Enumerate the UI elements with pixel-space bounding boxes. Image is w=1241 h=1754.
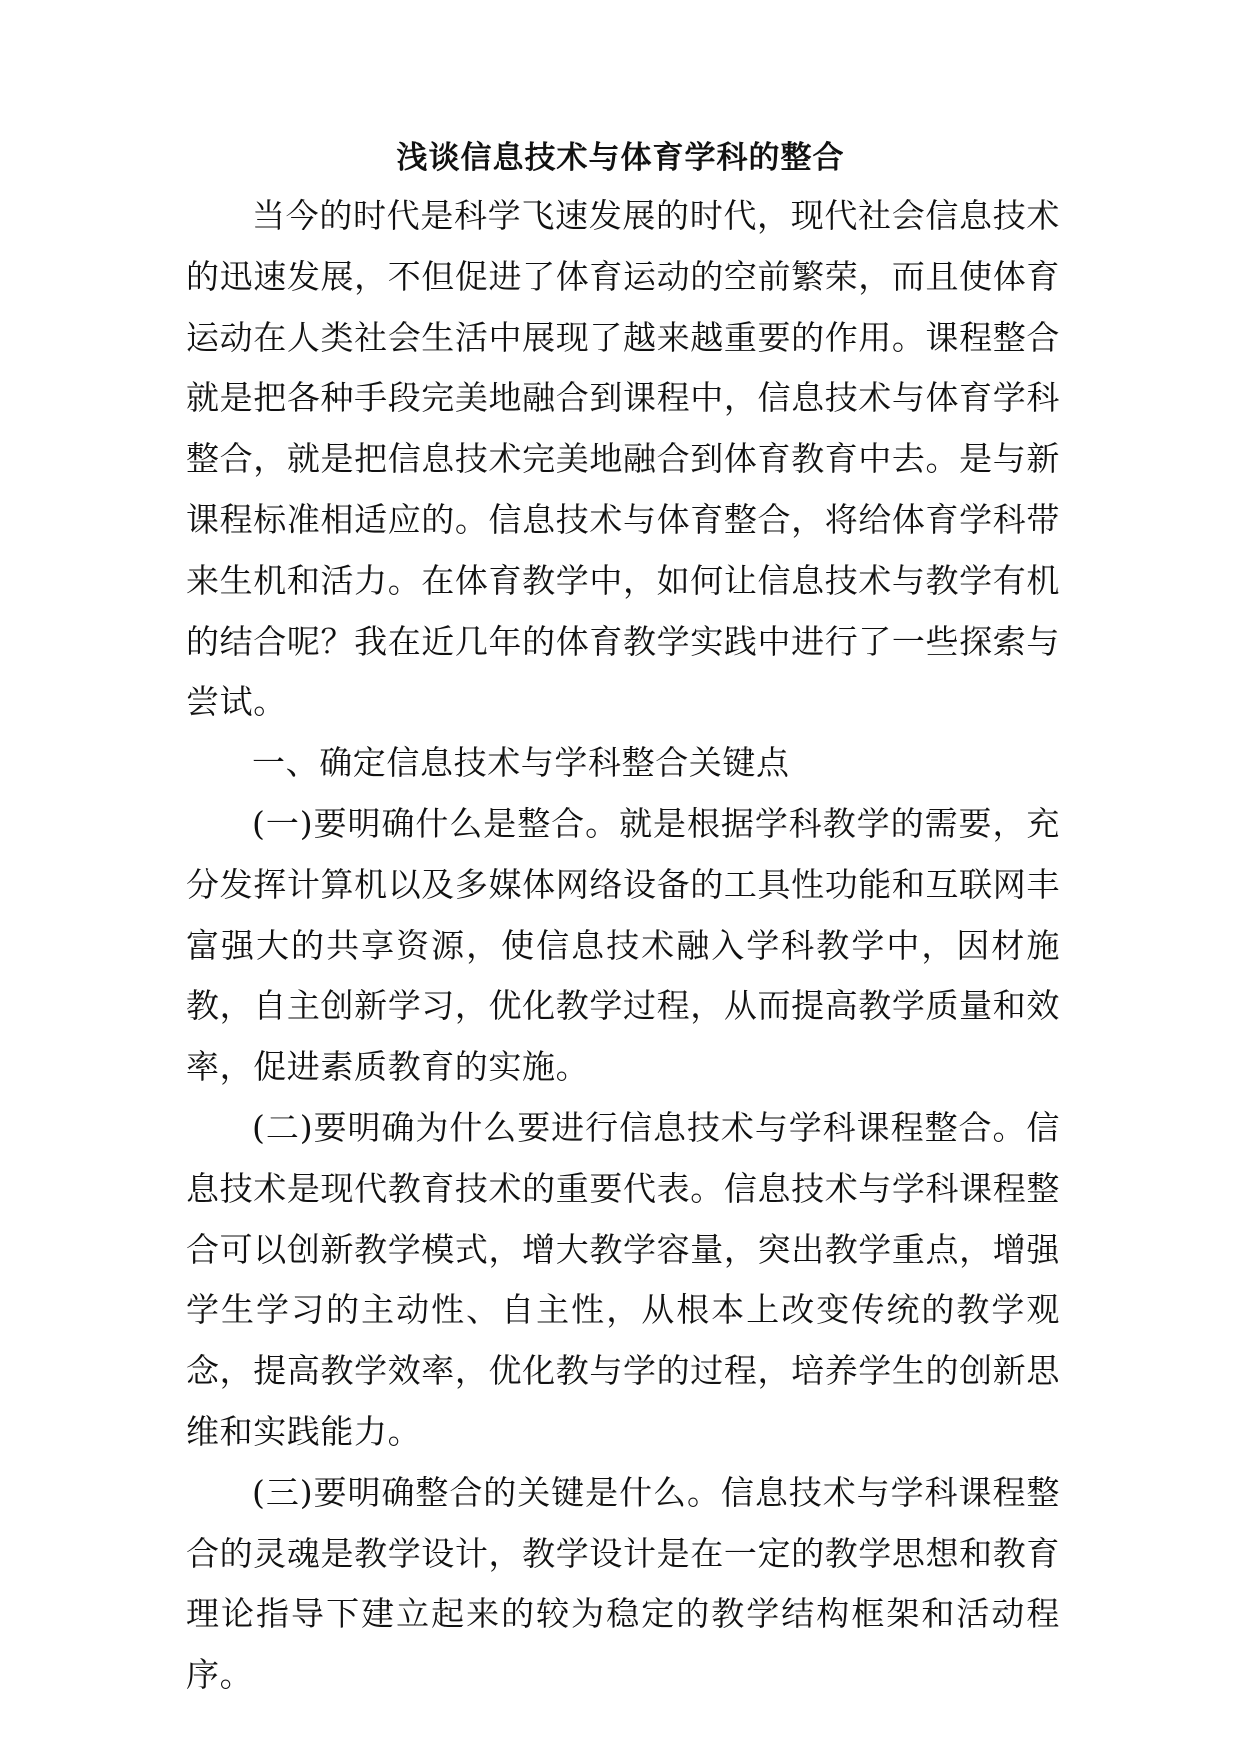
paragraph-point-1: (一)要明确什么是整合。就是根据学科教学的需要，充分发挥计算机以及多媒体网络设备的工具性功能和互联网丰富强大的共享资源，使信息技术融入学科教学中，因材施教，自主创新学习，优化教学过程，从而提高教学质量和效率，促进素质教育的实施。 — [186, 803, 1060, 1087]
document-title: 浅谈信息技术与体育学科的整合 — [396, 140, 845, 176]
document-body — [186, 186, 1060, 1706]
paragraph-point-3: (三)要明确整合的关键是什么。信息技术与学科课程整合的灵魂是教学设计，教学设计是在一定的教学思想和教育理论指导下建立起来的较为稳定的教学结构框架和活动程序。 — [186, 1472, 1060, 1695]
paragraph-intro: 当今的时代是科学飞速发展的时代，现代社会信息技术的迅速发展，不但促进了体育运动的空前繁荣，而且使体育运动在人类社会生活中展现了越来越重要的作用。课程整合就是把各种手段完美地融合到课程中，信息技术与体育学科整合，就是把信息技术完美地融合到体育教育中去。是与新课程标准相适应的。信息技术与体育整合，将给体育学科带来生机和活力。在体育教学中，如何让信息技术与教学有机的结合呢？我在近几年的体育教学实践中进行了一些探索与尝试。 — [186, 196, 1060, 722]
paragraph-point-2: (二)要明确为什么要进行信息技术与学科课程整合。信息技术是现代教育技术的重要代表。信息技术与学科课程整合可以创新教学模式，增大教学容量，突出教学重点，增强学生学习的主动性、自主性，从根本上改变传统的教学观念，提高教学效率，优化教与学的过程，培养学生的创新思维和实践能力。 — [186, 1107, 1060, 1451]
section-heading-1: 一、确定信息技术与学科整合关键点 — [252, 743, 790, 783]
